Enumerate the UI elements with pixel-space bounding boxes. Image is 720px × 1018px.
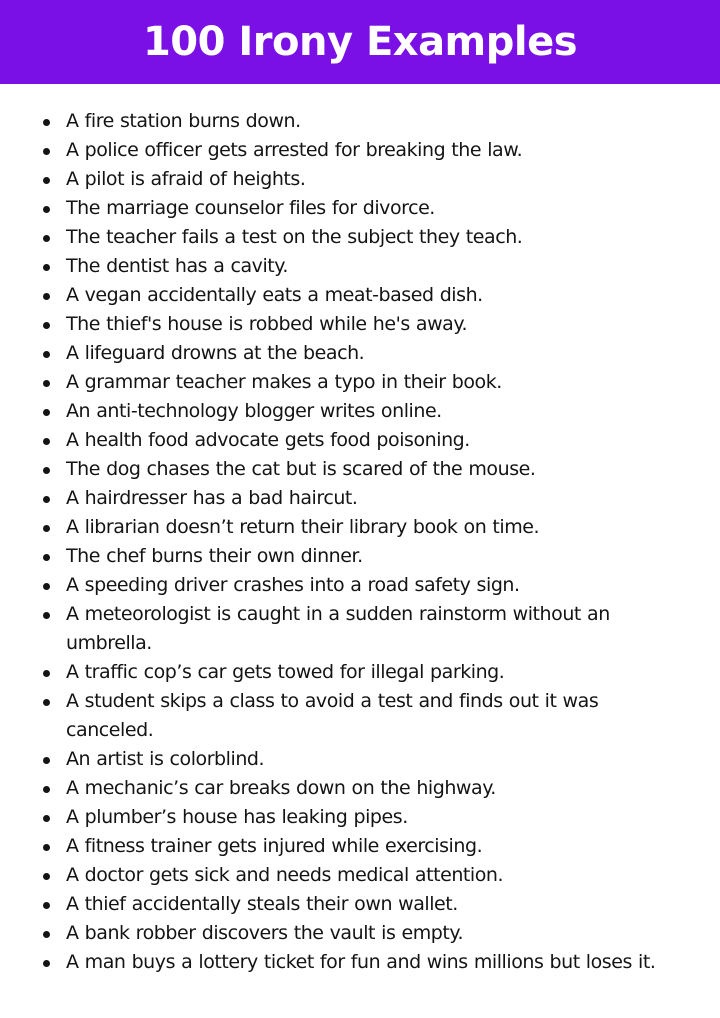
bullet-icon [43, 699, 50, 706]
bullet-icon [43, 757, 50, 764]
list-item-text: A speeding driver crashes into a road safety sign. [66, 574, 520, 596]
bullet-icon [43, 177, 50, 184]
list-item-text: The teacher fails a test on the subject they teach. [66, 226, 523, 248]
bullet-icon [43, 438, 50, 445]
list-item [0, 223, 720, 252]
list-item [0, 165, 720, 194]
list-item [0, 252, 720, 281]
list-item [0, 774, 720, 803]
bullet-icon [43, 583, 50, 590]
bullet-icon [43, 960, 50, 967]
bullet-icon [43, 293, 50, 300]
list-item [0, 281, 720, 310]
list-item-text: A lifeguard drowns at the beach. [66, 342, 365, 364]
list-item-text: A student skips a class to avoid a test and finds out it was canceled. [66, 690, 599, 741]
list-item [0, 107, 720, 136]
list-item [0, 136, 720, 165]
list-item-text: The chef burns their own dinner. [66, 545, 363, 567]
list-item [0, 484, 720, 513]
bullet-icon [43, 206, 50, 213]
bullet-icon [43, 409, 50, 416]
bullet-icon [43, 264, 50, 271]
bullet-icon [43, 931, 50, 938]
bullet-icon [43, 612, 50, 619]
list-item-text: A traffic cop’s car gets towed for illegal parking. [66, 661, 505, 683]
bullet-icon [43, 119, 50, 126]
list-item-text: A fitness trainer gets injured while exercising. [66, 835, 483, 857]
list-item [0, 803, 720, 832]
list-item-text: A pilot is afraid of heights. [66, 168, 306, 190]
list-item-text: An artist is colorblind. [66, 748, 265, 770]
bullet-icon [43, 467, 50, 474]
list-item [0, 600, 720, 658]
list-item [0, 861, 720, 890]
bullet-icon [43, 844, 50, 851]
bullet-icon [43, 322, 50, 329]
list-item [0, 890, 720, 919]
list-item-text: A doctor gets sick and needs medical attention. [66, 864, 504, 886]
list-item-text: A hairdresser has a bad haircut. [66, 487, 358, 509]
bullet-icon [43, 786, 50, 793]
bullet-icon [43, 554, 50, 561]
list-item [0, 919, 720, 948]
list-item-text: A fire station burns down. [66, 110, 301, 132]
list-item-text: A librarian doesn’t return their library book on time. [66, 516, 540, 538]
list-item [0, 658, 720, 687]
list-item-text: The thief's house is robbed while he's away. [66, 313, 468, 335]
list-item-text: A health food advocate gets food poisoning. [66, 429, 470, 451]
list-item-text: A vegan accidentally eats a meat-based dish. [66, 284, 483, 306]
bullet-icon [43, 670, 50, 677]
bullet-icon [43, 380, 50, 387]
bullet-icon [43, 235, 50, 242]
bullet-icon [43, 873, 50, 880]
bullet-icon [43, 496, 50, 503]
irony-examples-list [0, 107, 720, 977]
list-item-text: The dog chases the cat but is scared of the mouse. [66, 458, 536, 480]
list-item [0, 339, 720, 368]
list-item [0, 571, 720, 600]
list-item-text: The marriage counselor files for divorce. [66, 197, 435, 219]
list-item [0, 513, 720, 542]
list-item-text: A police officer gets arrested for breaking the law. [66, 139, 523, 161]
list-item-text: A mechanic’s car breaks down on the highway. [66, 777, 496, 799]
bullet-icon [43, 525, 50, 532]
list-item-text: The dentist has a cavity. [66, 255, 288, 277]
list-item [0, 368, 720, 397]
list-item [0, 948, 720, 977]
bullet-icon [43, 148, 50, 155]
list-item-text: A plumber’s house has leaking pipes. [66, 806, 408, 828]
list-item [0, 745, 720, 774]
list-item [0, 426, 720, 455]
list-item [0, 687, 720, 745]
list-item [0, 397, 720, 426]
list-item [0, 832, 720, 861]
bullet-icon [43, 902, 50, 909]
header-banner [0, 0, 720, 84]
list-item [0, 310, 720, 339]
page-title: 100 Irony Examples [142, 19, 578, 65]
list-item-text: A meteorologist is caught in a sudden rainstorm without an umbrella. [66, 603, 610, 654]
list-item-text: A grammar teacher makes a typo in their book. [66, 371, 502, 393]
list-item [0, 455, 720, 484]
bullet-icon [43, 815, 50, 822]
list-item-text: A bank robber discovers the vault is empty. [66, 922, 464, 944]
list-item [0, 542, 720, 571]
list-item-text: A man buys a lottery ticket for fun and wins millions but loses it. [66, 951, 656, 973]
bullet-icon [43, 351, 50, 358]
list-item-text: An anti-technology blogger writes online. [66, 400, 442, 422]
list-item-text: A thief accidentally steals their own wallet. [66, 893, 458, 915]
list-item [0, 194, 720, 223]
